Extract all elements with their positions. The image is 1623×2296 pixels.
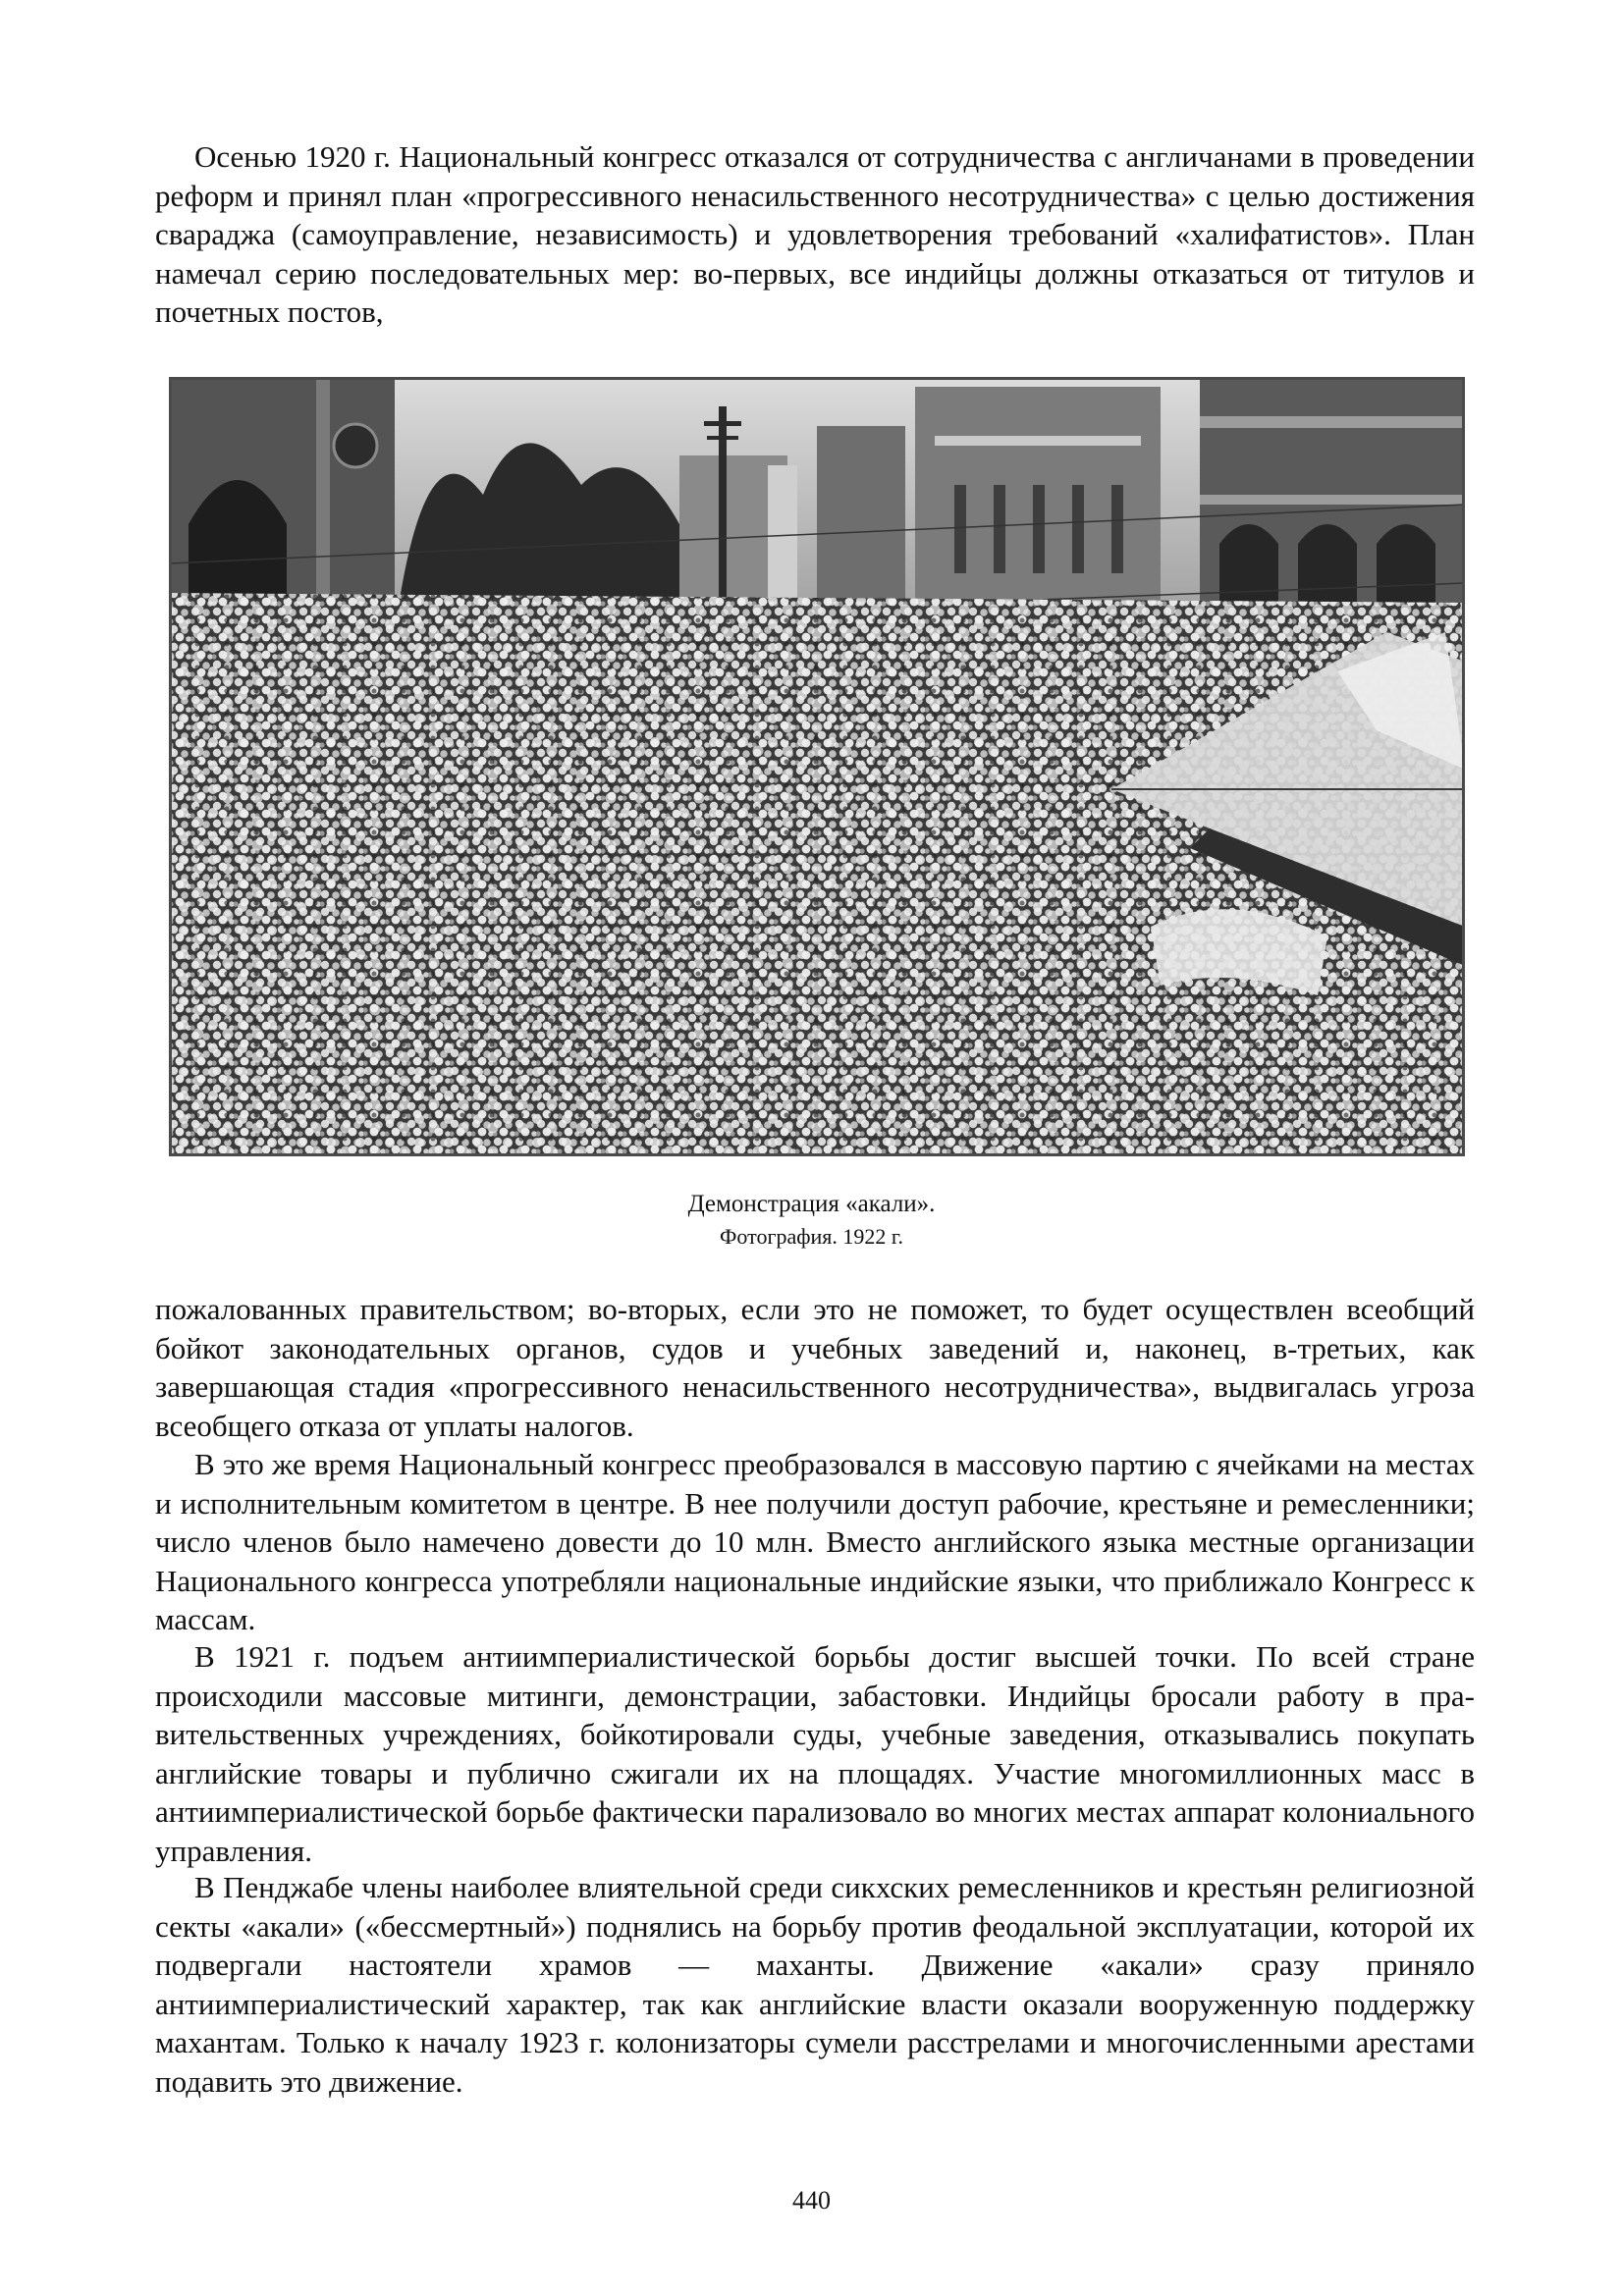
page-number: 440	[792, 2186, 831, 2215]
figure-caption-subtitle: Фотография. 1922 г.	[720, 1224, 903, 1249]
paragraph-3: В это же время Национальный конгресс преобразовался в массовую партию с ячейками на местах и исполнительным комитетом в центре. В нее получили доступ рабочие, крестьяне и ремесленники; число членов было намечено довести до 10 млн. Вместо английского языка местные организации Национального конгресса употребляли национальные индийские языки, что приближало Конгресс к массам.	[155, 1447, 1475, 1636]
paragraph-4: В 1921 г. подъем антиимпериалистической борьбы достиг высшей точки. По всей стране происходили массовые митинги, демонстрации, забастовки. Индийцы бросали работу в правительственных учреждениях, бойкотировали суды, учебные заведения, отказывались покупать английские товары и публично сжигали их на площадях. Участие многомиллионных масс в антиимпериалистической борьбе фактически парализовало во многих местах аппарат колониального управления.	[155, 1639, 1475, 1868]
crowd-demonstration-photo	[169, 377, 1465, 1156]
paragraph-1: Осенью 1920 г. Национальный конгресс отказался от сотрудничества с англичанами в проведении реформ и принял план «прогрессивного ненасильственного несотрудничества» с целью достижения свараджа (самоуправление, независимость) и удовлетворения требований «халифатистов». План намечал серию последовательных мер: во-первых, все индийцы должны отказаться от титулов и почетных постов,	[155, 139, 1475, 329]
figure-caption-title: Демонстрация «акали».	[687, 1191, 936, 1217]
paragraph-2: пожалованных правительством; во-вторых, если это не поможет, то будет осуществлен всеобщий бойкот законодательных органов, судов и учебных заведений и, наконец, в-третьих, как завершающая стадия «прогрессивного ненасильственного несотрудничества», выдвигалась угроза всеобщего отказа от уплаты налогов.	[155, 1292, 1475, 1443]
paragraph-5: В Пенджабе члены наиболее влиятельной среди сикхских ремесленников и крестьян религиозной секты «акали» («бессмертный») поднялись на борьбу против феодальной эксплуатации, которой их подвергали настоятели храмов — маханты. Движение «акали» сразу приняло антиимпериалистический характер, так как английские власти оказали вооруженную поддержку махантам. Только к началу 1923 г. колонизаторы сумели расстрелами и многочисленными арестами подавить это движение.	[155, 1870, 1475, 2099]
